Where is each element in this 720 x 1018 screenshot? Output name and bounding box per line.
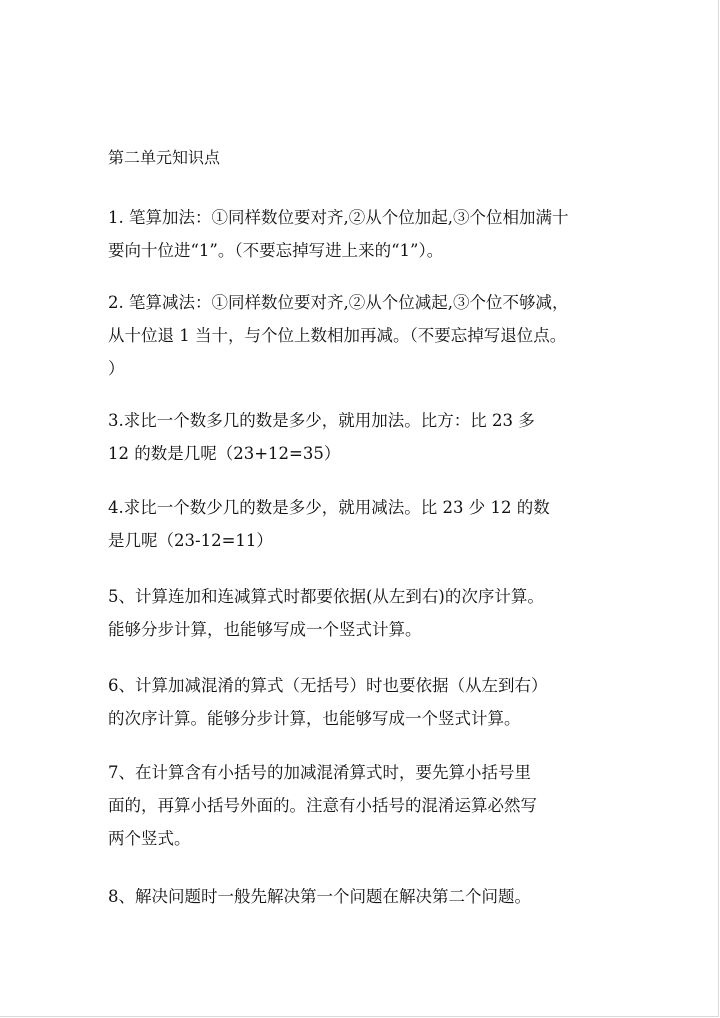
knowledge-point-8: [108, 880, 628, 913]
text-line: 2. 笔算减法：①同样数位要对齐,②从个位减起,③个位不够减，: [108, 293, 569, 312]
text-line: 从十位退 1 当十，与个位上数相加再减。（不要忘掉写退位点。: [108, 326, 567, 345]
text-line: 12 的数是几呢（23+12=35）: [108, 444, 341, 463]
knowledge-point-1: [108, 201, 628, 267]
text-line: 两个竖式。: [108, 829, 191, 848]
text-line: 是几呢（23-12=11）: [108, 531, 273, 550]
text-line: 7、在计算含有小括号的加减混淆算式时，要先算小括号里: [108, 763, 531, 782]
text-line: 面的，再算小括号外面的。注意有小括号的混淆运算必然写: [108, 796, 537, 815]
knowledge-point-2: [108, 286, 628, 385]
text-line: 8、解决问题时一般先解决第一个问题在解决第二个问题。: [108, 887, 531, 906]
text-line: 1. 笔算加法：①同样数位要对齐,②从个位加起,③个位相加满十: [108, 208, 569, 227]
text-line: ）: [108, 359, 125, 378]
knowledge-point-3: [108, 404, 628, 470]
text-line: 5、计算连加和连减算式时都要依据(从左到右)的次序计算。: [108, 587, 544, 606]
text-line: 能够分步计算，也能够写成一个竖式计算。: [108, 620, 422, 639]
text-line: 要向十位进“1”。（不要忘掉写进上来的“1”）。: [108, 241, 444, 260]
knowledge-point-5: [108, 580, 628, 646]
text-line: 3.求比一个数多几的数是多少，就用加法。比方：比 23 多: [108, 411, 535, 430]
text-line: 的次序计算。能够分步计算，也能够写成一个竖式计算。: [108, 709, 521, 728]
knowledge-point-7: [108, 756, 628, 855]
knowledge-point-6: [108, 669, 628, 735]
document-title: 第二单元知识点: [108, 148, 221, 167]
text-line: 4.求比一个数少几的数是多少，就用减法。比 23 少 12 的数: [108, 498, 550, 517]
knowledge-point-4: [108, 491, 628, 557]
text-line: 6、计算加减混淆的算式（无括号）时也要依据（从左到右）: [108, 676, 548, 695]
